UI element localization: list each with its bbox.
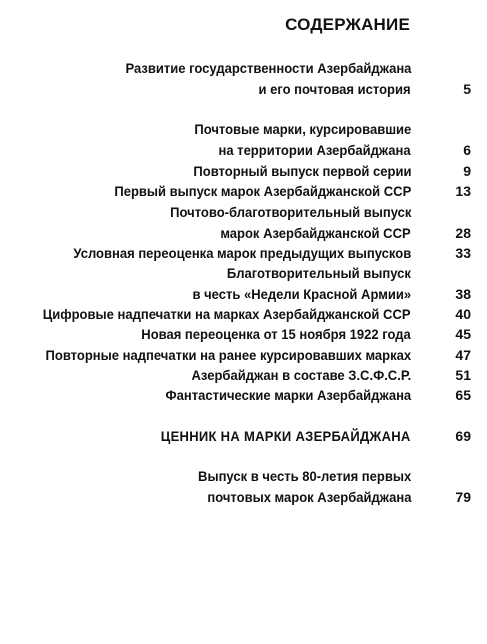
toc-entry-line bbox=[0, 223, 487, 243]
toc-entry-line bbox=[0, 181, 487, 201]
toc-entry-line bbox=[0, 161, 487, 181]
toc-page-number: 13 bbox=[455, 183, 471, 199]
toc-page-number: 79 bbox=[455, 489, 471, 505]
toc-entry-text: Фантастические марки Азербайджана bbox=[165, 387, 411, 403]
toc-entry-text: Почтовые марки, курсировавшие bbox=[194, 121, 411, 137]
toc-entry-line bbox=[0, 119, 487, 139]
toc-entry-line bbox=[0, 58, 487, 78]
toc-entry-text: Азербайджан в составе З.С.Ф.С.Р. bbox=[191, 367, 411, 383]
toc-entry-line bbox=[0, 304, 487, 324]
toc-page-number: 9 bbox=[463, 163, 471, 179]
toc-entry-line bbox=[0, 324, 487, 344]
toc-page-number: 47 bbox=[455, 347, 471, 363]
toc-entry-line bbox=[0, 284, 487, 304]
toc-page-number: 45 bbox=[455, 326, 471, 342]
toc-entry-text: Почтово-благотворительный выпуск bbox=[169, 204, 411, 220]
toc-page-number: 6 bbox=[463, 142, 471, 158]
toc-entry-text: Повторные надпечатки на ранее курсировавших марках bbox=[45, 347, 411, 363]
toc-page-number: 28 bbox=[455, 225, 471, 241]
toc-page-number: 69 bbox=[455, 428, 471, 444]
toc-entry-line bbox=[0, 487, 487, 507]
toc-entry-text: Благотворительный выпуск bbox=[226, 265, 411, 281]
toc-entry-line bbox=[0, 243, 487, 263]
toc-page-number: 40 bbox=[455, 306, 471, 322]
toc-section-line bbox=[0, 426, 487, 446]
toc-page-number: 5 bbox=[463, 81, 471, 97]
toc-entry-line bbox=[0, 202, 487, 222]
toc-entry-line bbox=[0, 140, 487, 160]
toc-entry-line bbox=[0, 385, 487, 405]
toc-entry-text: Развитие государственности Азербайджана bbox=[125, 60, 411, 76]
toc-entry-line bbox=[0, 345, 487, 365]
toc-entry-line bbox=[0, 263, 487, 283]
toc-entry-text: в честь «Недели Красной Армии» bbox=[192, 286, 411, 302]
toc-entry-text: и его почтовая история bbox=[258, 81, 411, 97]
toc-entry-text: почтовых марок Азербайджана bbox=[206, 489, 411, 505]
toc-entry-text: Повторный выпуск первой серии bbox=[192, 163, 411, 179]
toc-entry-text: Новая переоценка от 15 ноября 1922 года bbox=[141, 326, 411, 342]
toc-page-number: 38 bbox=[455, 286, 471, 302]
toc-entry-line bbox=[0, 365, 487, 385]
toc-entry-text: марок Азербайджанской ССР bbox=[220, 225, 411, 241]
page-title: СОДЕРЖАНИЕ bbox=[285, 15, 410, 34]
toc-entry-text: Выпуск в честь 80-летия первых bbox=[197, 468, 411, 484]
toc-entry-line bbox=[0, 79, 487, 99]
toc-entry-text: Первый выпуск марок Азербайджанской ССР bbox=[114, 183, 411, 199]
toc-entry-text: на территории Азербайджана bbox=[218, 142, 411, 158]
toc-entry-text: Цифровые надпечатки на марках Азербайджанской ССР bbox=[43, 306, 411, 322]
toc-entry-line bbox=[0, 466, 487, 486]
toc-page-number: 33 bbox=[455, 245, 471, 261]
toc-page-number: 51 bbox=[455, 367, 471, 383]
toc-section-text: ЦЕННИК НА МАРКИ АЗЕРБАЙДЖАНА bbox=[161, 428, 411, 444]
toc-entry-text: Условная переоценка марок предыдущих выпусков bbox=[73, 245, 411, 261]
toc-page-number: 65 bbox=[455, 387, 471, 403]
